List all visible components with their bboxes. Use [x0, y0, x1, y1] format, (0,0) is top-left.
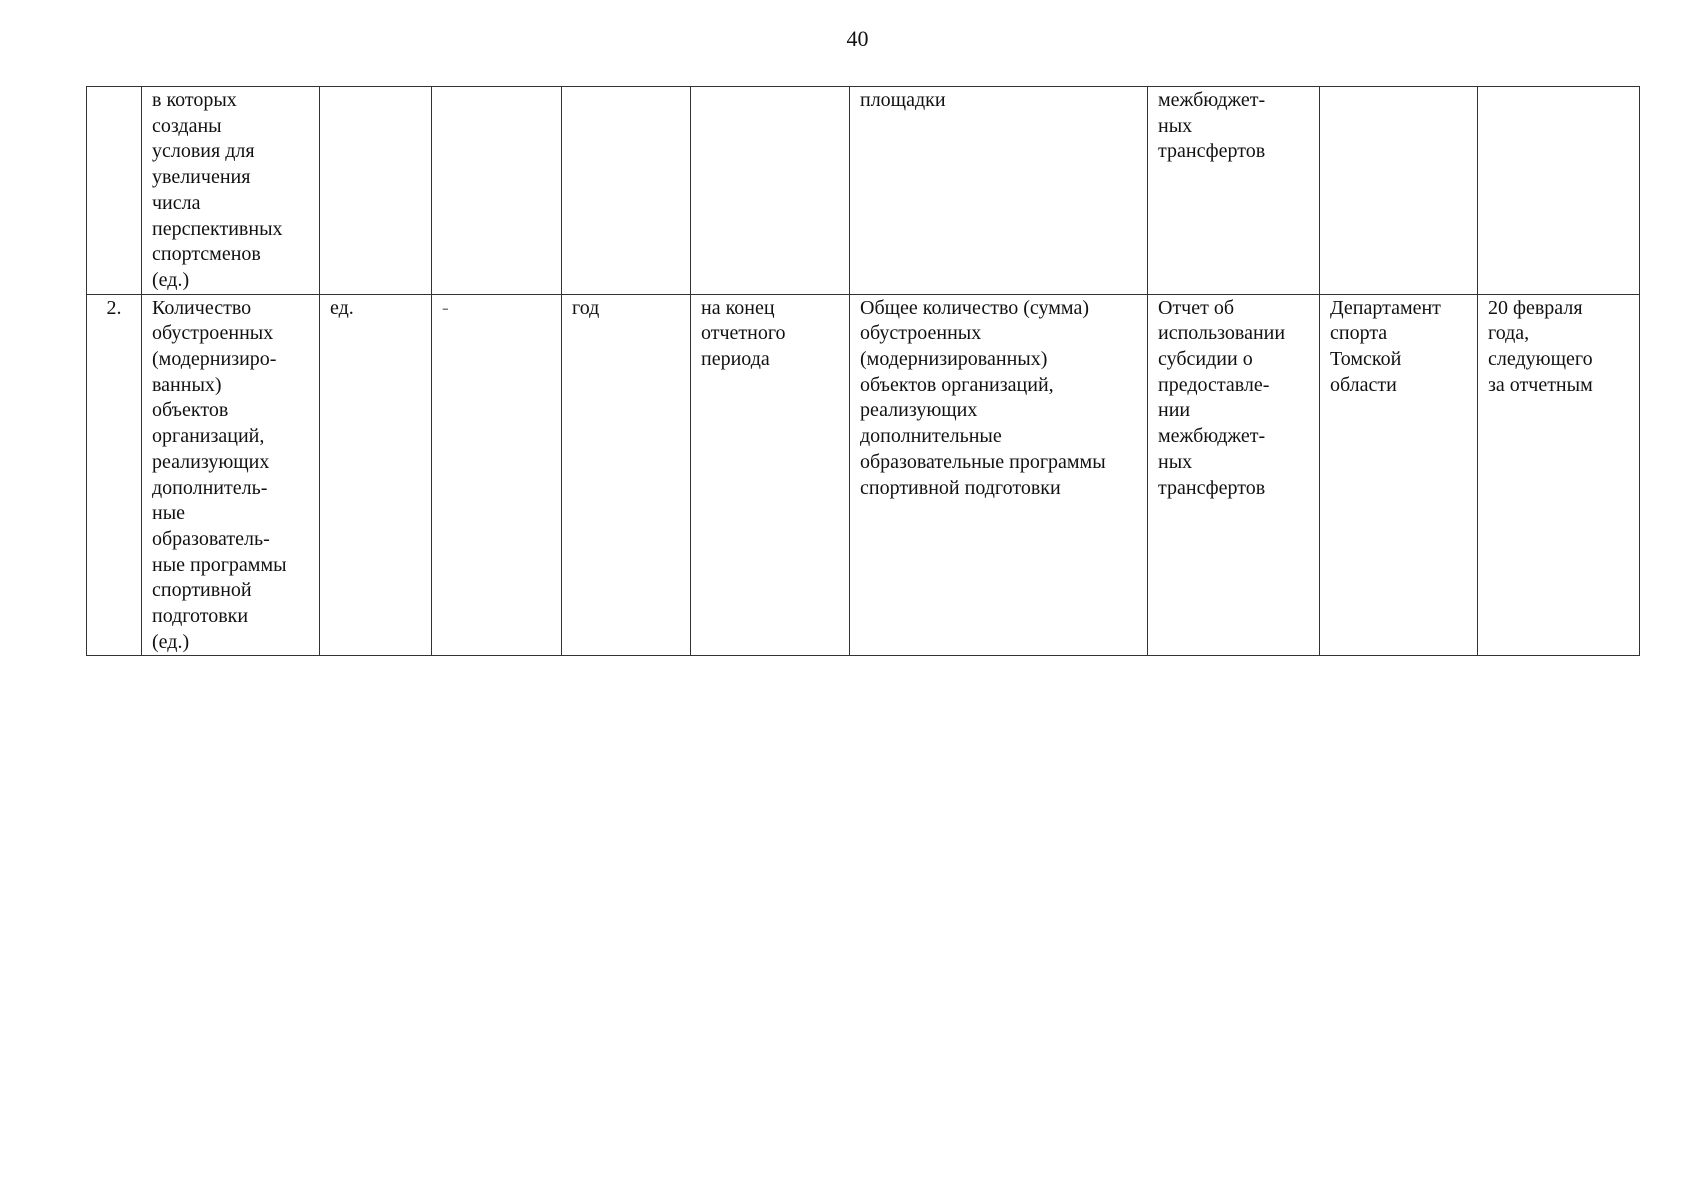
basic-indicators-line: трансфертов [1158, 140, 1266, 163]
row-number-cell: 2. [87, 294, 142, 656]
time-characteristic-cell [691, 294, 850, 656]
algorithm-line: реализующих [860, 399, 978, 422]
indicator-line: организаций, [152, 425, 265, 448]
basic-indicators-line: межбюджет- [1158, 89, 1266, 111]
deadline-cell [1478, 294, 1640, 656]
definition-cell: - [432, 294, 562, 656]
algorithm-cell [850, 294, 1148, 656]
definition-cell [432, 87, 562, 295]
indicator-line: числа [152, 191, 201, 214]
indicator-line: ные [152, 502, 186, 525]
indicator-line: ные программы [152, 553, 287, 576]
indicator-line: (ед.) [152, 630, 190, 653]
indicator-line: Количество [152, 296, 252, 319]
basic-indicators-line: субсидии о [1158, 348, 1253, 371]
indicator-line: обустроенных [152, 322, 274, 345]
indicator-cell [142, 87, 320, 295]
algorithm-line: образовательные программы [860, 450, 1106, 473]
algorithm-line: обустроенных [860, 322, 982, 345]
indicator-line: (ед.) [152, 268, 190, 291]
indicator-line: в которых [152, 89, 237, 111]
row-number-cell [87, 87, 142, 295]
algorithm-line: дополнительные [860, 425, 1002, 448]
algorithm-line: площадки [860, 89, 946, 111]
basic-indicators-cell [1148, 294, 1320, 656]
algorithm-line: Общее количество (сумма) [860, 296, 1089, 319]
time-characteristic-line: на конец [701, 296, 775, 319]
time-characteristic-cell [691, 87, 850, 295]
algorithm-cell [850, 87, 1148, 295]
table-row [87, 294, 1640, 656]
indicator-line: ванных) [152, 373, 222, 396]
time-characteristic-line: периода [701, 348, 770, 371]
deadline-line: следующего [1488, 348, 1593, 371]
indicator-line: созданы [152, 114, 222, 137]
responsible-line: Томской [1330, 348, 1402, 371]
responsible-line: спорта [1330, 322, 1388, 345]
indicator-line: реализующих [152, 450, 270, 473]
responsible-line: области [1330, 373, 1397, 396]
indicator-line: образователь- [152, 527, 270, 550]
deadline-line: 20 февраля [1488, 296, 1583, 319]
responsible-cell [1320, 294, 1478, 656]
indicator-cell [142, 294, 320, 656]
basic-indicators-line: трансфертов [1158, 476, 1266, 499]
basic-indicators-line: ных [1158, 450, 1193, 473]
indicator-line: увеличения [152, 166, 251, 189]
indicator-line: перспективных [152, 217, 283, 240]
deadline-line: года, [1488, 322, 1530, 345]
responsible-cell [1320, 87, 1478, 295]
basic-indicators-line: ных [1158, 114, 1193, 137]
indicator-line: спортсменов [152, 243, 261, 266]
algorithm-line: спортивной подготовки [860, 476, 1061, 499]
indicator-line: подготовки [152, 605, 249, 628]
algorithm-line: объектов организаций, [860, 373, 1054, 396]
periodicity-cell: год [562, 294, 691, 656]
basic-indicators-line: Отчет об [1158, 296, 1235, 319]
basic-indicators-line: нии [1158, 399, 1191, 422]
basic-indicators-cell [1148, 87, 1320, 295]
indicator-line: условия для [152, 140, 255, 163]
indicators-table [86, 86, 1640, 656]
page-number: 40 [846, 26, 869, 51]
unit-cell [320, 87, 432, 295]
periodicity-cell [562, 87, 691, 295]
deadline-line: за отчетным [1488, 373, 1593, 396]
indicator-line: дополнитель- [152, 476, 268, 499]
time-characteristic-line: отчетного [701, 322, 786, 345]
responsible-line: Департамент [1330, 296, 1441, 319]
basic-indicators-line: межбюджет- [1158, 425, 1266, 448]
basic-indicators-line: предоставле- [1158, 373, 1270, 396]
basic-indicators-line: использовании [1158, 322, 1286, 345]
indicator-line: объектов [152, 399, 229, 422]
deadline-cell [1478, 87, 1640, 295]
indicator-line: спортивной [152, 579, 252, 602]
table-row [87, 87, 1640, 295]
algorithm-line: (модернизированных) [860, 348, 1048, 371]
unit-cell: ед. [320, 294, 432, 656]
indicator-line: (модернизиро- [152, 348, 277, 371]
